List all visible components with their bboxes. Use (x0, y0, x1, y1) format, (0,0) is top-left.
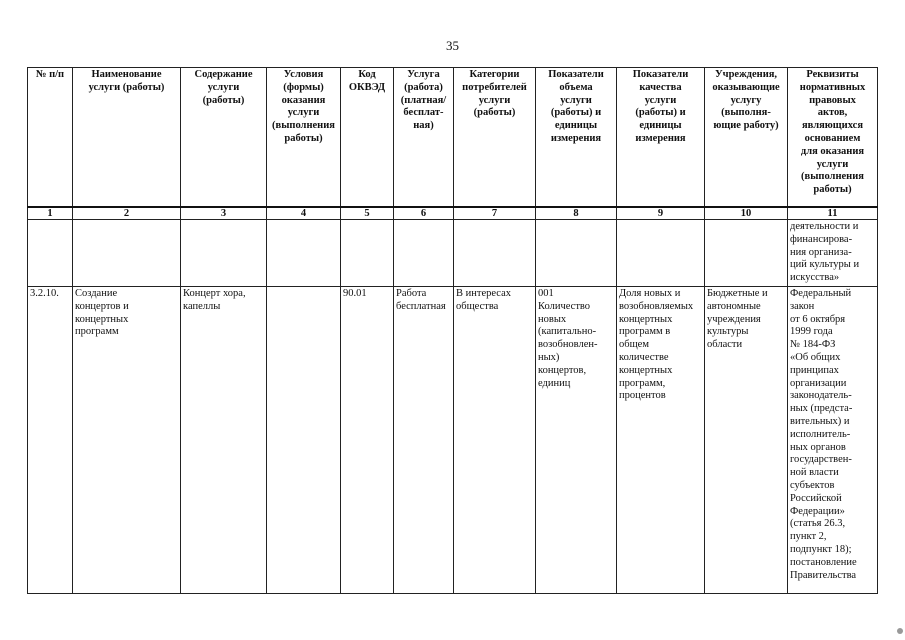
column-number: 10 (705, 207, 788, 220)
continuation-row (28, 220, 878, 287)
service-content: Концерт хора, капеллы (181, 286, 267, 593)
page-number: 35 (446, 38, 459, 53)
column-number: 8 (536, 207, 617, 220)
column-number: 2 (73, 207, 181, 220)
quality-indicator: Доля новых и возобновляемых концертных программ в общем количестве концертных программ, процентов (617, 286, 705, 593)
header-conditions: Условия (формы) оказания услуги (выполнения работы) (267, 68, 341, 208)
header-service-content: Содержание услуги (работы) (181, 68, 267, 208)
scan-artifact-dot (897, 628, 903, 634)
column-number: 4 (267, 207, 341, 220)
header-volume-indicators: Показатели объема услуги (работы) и единицы измерения (536, 68, 617, 208)
legal-acts-continuation: деятельности и финансирова- ния организа- ций культуры и искусства» (788, 220, 878, 287)
legal-acts: Федеральный закон от 6 октября 1999 года № 184-ФЗ «Об общих принципах организации законодатель- ных (предста- вительных) и исполнитель- ных органов государствен- ной власти субъектов Российской Федерации» (статья 26.3, пункт 2, подпункт 18); постановление Правительства (788, 286, 878, 593)
volume-indicator: 001 Количество новых (капитально- возобновлен- ных) концертов, единиц (536, 286, 617, 593)
header-number: № п/п (28, 68, 73, 208)
header-consumers: Категории потребителей услуги (работы) (454, 68, 536, 208)
table-row (28, 286, 878, 593)
column-number: 11 (788, 207, 878, 220)
column-number: 9 (617, 207, 705, 220)
header-paid-free: Услуга (работа) (платная/ бесплат- ная) (394, 68, 454, 208)
header-row (28, 68, 878, 208)
column-numbers-row (28, 207, 878, 220)
header-legal-acts: Реквизиты нормативных правовых актов, являющихся основанием для оказания услуги (выполнения работы) (788, 68, 878, 208)
paid-free: Работа бесплатная (394, 286, 454, 593)
services-table (27, 67, 878, 594)
column-number: 6 (394, 207, 454, 220)
consumer-category: В интересах общества (454, 286, 536, 593)
service-conditions (267, 286, 341, 593)
header-institutions: Учреждения, оказывающие услугу (выполня- ющие работу) (705, 68, 788, 208)
okved-code: 90.01 (341, 286, 394, 593)
column-number: 5 (341, 207, 394, 220)
header-quality-indicators: Показатели качества услуги (работы) и единицы измерения (617, 68, 705, 208)
institutions: Бюджетные и автономные учреждения культуры области (705, 286, 788, 593)
column-number: 3 (181, 207, 267, 220)
service-name: Создание концертов и концертных программ (73, 286, 181, 593)
header-okved: Код ОКВЭД (341, 68, 394, 208)
column-number: 1 (28, 207, 73, 220)
column-number: 7 (454, 207, 536, 220)
row-number: 3.2.10. (28, 286, 73, 593)
header-service-name: Наименование услуги (работы) (73, 68, 181, 208)
